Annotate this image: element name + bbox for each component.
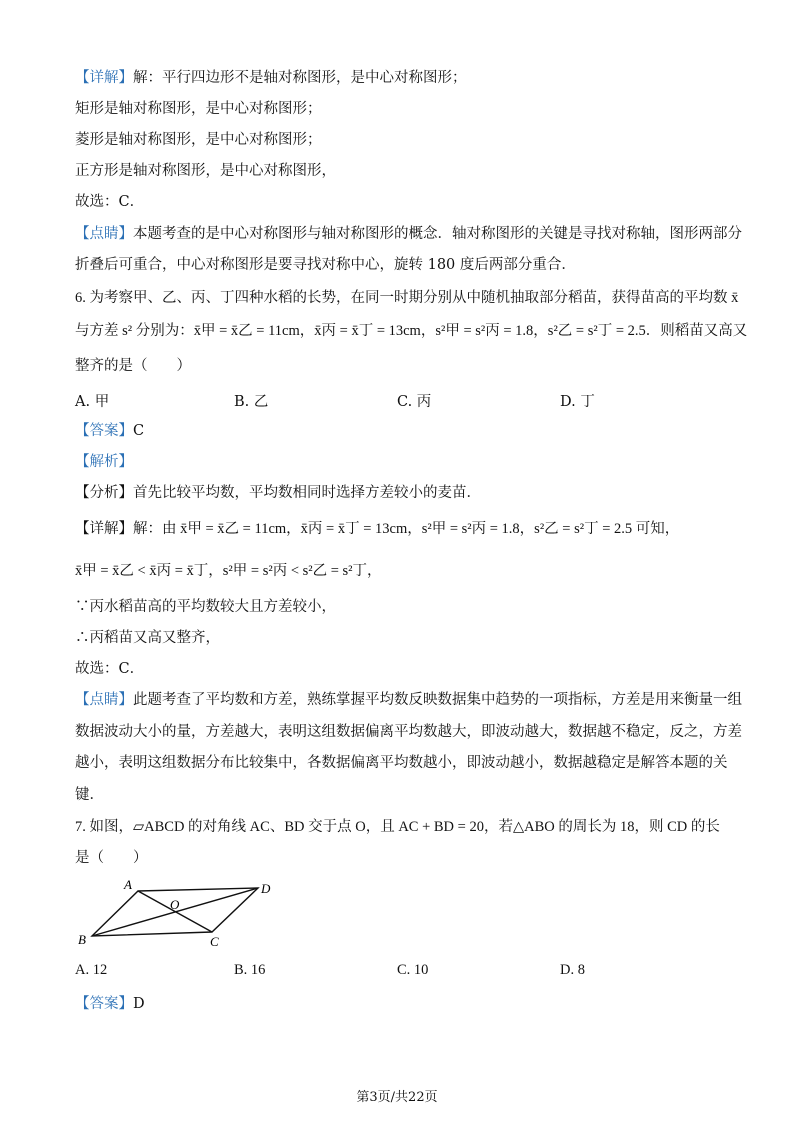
detail-text: 解：由 x̄甲 = x̄乙 = 11cm，x̄丙 = x̄丁 = 13cm，s²甲 = s²丙 = 1.8，s²乙 = s²丁 = 2.5 可知， [133,521,680,537]
answer-tag: 【答案】 [75,996,133,1012]
remark-text: 本题考查的是中心对称图形与轴对称图形的概念．轴对称图形的关键是寻找对称轴，图形两部分 [133,226,742,242]
q6-remark-line: 键． [75,787,104,803]
vertex-b-label: B [78,932,86,947]
detail-text: 解：平行四边形不是轴对称图形，是中心对称图形； [133,70,467,86]
text-line: 正方形是轴对称图形，是中心对称图形， [75,163,336,179]
answer-value: C [133,423,145,439]
q6-fenxi [75,483,481,503]
q6-option-d: D. 丁 [560,394,595,410]
q7-answer [75,994,145,1014]
text-line: 折叠后可重合，中心对称图形是要寻找对称中心，旋转 180 度后两部分重合． [75,257,576,273]
q6-detail-line: x̄甲 = x̄乙 < x̄丙 = x̄丁，s²甲 = s²丙 < s²乙 = s²丁， [75,563,382,579]
text-line: 菱形是轴对称图形，是中心对称图形； [75,132,322,148]
question-6-stem: 与方差 s² 分别为：x̄甲 = x̄乙 = 11cm，x̄丙 = x̄丁 = 13cm，s²甲 = s²丙 = 1.8，s²乙 = s²丁 = 2.5．则稻苗又高又 [75,323,748,339]
vertex-d-label: D [261,881,271,896]
question-6-stem: 整齐的是（ ） [75,358,191,374]
q7-option-b: B. 16 [234,962,266,978]
page-footer: 第3页/共22页 [356,1090,438,1105]
question-7-stem: 是（ ） [75,850,148,866]
parallelogram-figure [80,876,280,956]
remark-tag: 【点睛】 [75,226,133,242]
text-line: 矩形是轴对称图形，是中心对称图形； [75,101,322,117]
remark-tag: 【点睛】 [75,692,133,708]
q6-answer [75,421,144,441]
q6-remark-line: 越小，表明这组数据分布比较集中，各数据偏离平均数越小，即波动越小，数据越稳定是解答本题的关 [75,755,728,771]
q6-detail-line: 故选：C． [75,661,145,677]
q6-analysis-tag: 【解析】 [75,454,133,470]
detail-tag: 【详解】 [75,521,133,537]
center-o-label: O [170,897,180,912]
q6-detail-line: ∴丙稻苗又高又整齐， [75,630,220,646]
answer-tag: 【答案】 [75,423,133,439]
q6-option-c: C. 丙 [397,394,432,410]
q7-option-a: A. 12 [75,962,108,978]
q6-option-a: A. 甲 [75,394,110,410]
q6-option-b: B. 乙 [234,394,269,410]
question-7-stem: 7. 如图，▱ABCD 的对角线 AC、BD 交于点 O，且 AC + BD = 20，若△ABO 的周长为 18，则 CD 的长 [75,819,720,835]
q6-detail [75,519,679,539]
q6-detail-line: ∵丙水稻苗高的平均数较大且方差较小， [75,599,336,615]
question-6-stem: 6. 为考察甲、乙、丙、丁四种水稻的长势，在同一时期分别从中随机抽取部分稻苗，获得苗高的平均数 x̄ [75,290,739,306]
answer-value: D [133,996,145,1012]
remark-text: 此题考查了平均数和方差，熟练掌握平均数反映数据集中趋势的一项指标，方差是用来衡量一组 [133,692,742,708]
fenxi-text: 首先比较平均数，平均数相同时选择方差较小的麦苗． [133,485,481,501]
choice-line: 故选：C． [75,194,145,210]
q6-remark-line: 数据波动大小的量，方差越大，表明这组数据偏离平均数越大，即波动越大，数据越不稳定，反之，方差 [75,724,742,740]
vertex-a-label: A [124,877,132,892]
q7-option-c: C. 10 [397,962,429,978]
remark-line [75,224,742,244]
vertex-c-label: C [210,934,219,949]
solution-detail-line [75,68,467,88]
q7-option-d: D. 8 [560,962,585,978]
detail-tag: 【详解】 [75,70,133,86]
fenxi-tag: 【分析】 [75,485,133,501]
q6-remark [75,690,742,710]
